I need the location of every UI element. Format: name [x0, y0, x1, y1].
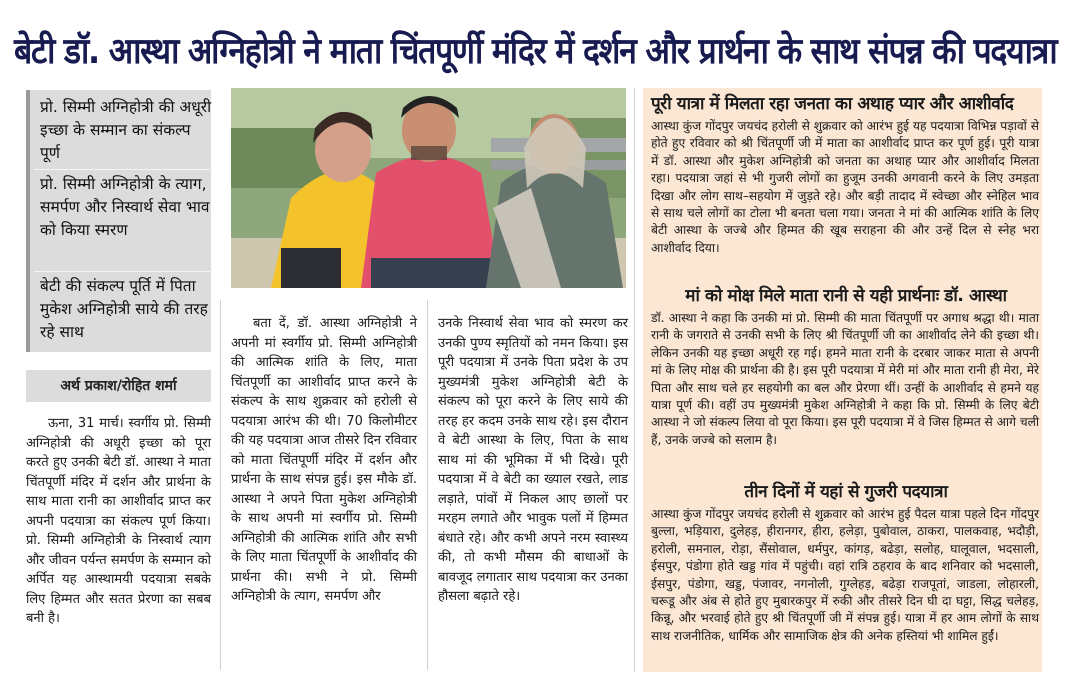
clipped-masthead-text [827, 0, 831, 7]
body-column-2 [231, 314, 417, 607]
column-divider [220, 300, 221, 670]
body-column-3 [438, 314, 628, 607]
sidebar-paragraph: आस्था कुंज गोंदपुर जयचंद हरोली से शुक्रवार को आरंभ हुई यह पदयात्रा विभिन्न पड़ावों से होते हुए रविवार को श्री चिंतपूर्णी जी में माता का आशीर्वाद प्राप्त कर पूर्ण हुई। पूरी यात्रा में डॉ. आस्था और मुकेश अग्निहोत्री को जनता का अथाह प्यार और आशीर्वाद मिलता रहा। पदयात्रा जहां से भी गुजरी लोगों का हुजूम उनकी अगवानी करने के लिए उमड़ता दिखा और लोग साथ–सहयोग में जुड़ते रहे। और बड़ी तादाद में स्वेच्छा और स्नेहिल भाव से साथ चले लोगों का टोला भी बनता चला गया। जनता ने मां की आत्मिक शांति के लिए बेटी आस्था के जज्बे और हिम्मत की खूब सराहना की और उन्हें दिल से स्नेह भरा आशीर्वाद दिया। [651, 119, 1039, 255]
body-column-1 [26, 414, 211, 629]
highlight-item: बेटी की संकल्प पूर्ति में पिता मुकेश अग्निहोत्री साये की तरह रहे साथ [40, 277, 208, 341]
top-clipped-strip [0, 0, 1080, 12]
highlights-box [26, 90, 211, 352]
highlight-item: प्रो. सिम्मी अग्निहोत्री की अधूरी इच्छा के सम्मान का संकल्प पूर्ण [40, 98, 212, 162]
news-photo [231, 88, 626, 288]
body-paragraph: उनके निस्वार्थ सेवा भाव को स्मरण कर उनकी पुण्य स्मृतियों को नमन किया। इस पूरी पदयात्रा में उनके पिता प्रदेश के उप मुख्यमंत्री मुकेश अग्निहोत्री बेटी के संकल्प को पूरा करने के लिए साये की तरह हर कदम उनके साथ रहे। इस दौरान वे बेटी आस्था के लिए, पिता के साथ साथ मां की भूमिका में भी दिखे। पूरी पदयात्रा में वे बेटी का ख्याल रखते, लाड लड़ाते, पांवों में निकल आए छालों पर मरहम लगाते और भावुक पलों में हिम्मत बंधाते रहे। और कभी अपने नरम स्वास्थ्य की, तो कभी मौसम की बाधाओं के बावजूद लगातार साथ पदयात्रा कर उनका हौसला बढ़ाते रहे। [438, 316, 629, 604]
photo-illustration [231, 88, 626, 288]
page-headline: बेटी डॉ. आस्था अग्निहोत्री ने माता चिंतपूर्णी मंदिर में दर्शन और प्रार्थना के साथ संपन्न की पदयात्रा [14, 29, 1057, 72]
sidebar-paragraph: डॉ. आस्था ने कहा कि उनकी मां प्रो. सिम्मी की माता चिंतपूर्णी पर अगाध श्रद्धा थी। माता रानी के जगराते से उनकी सभी के लिए श्री चिंतपूर्णी जी का आशीर्वाद लेने की इच्छा थी। लेकिन उनकी यह इच्छा अधूरी रह गई। हमने माता रानी के दरबार जाकर माता से अपनी मां के लिए मोक्ष की प्रार्थना की है। इस पूरी पदयात्रा में मेरी मां और माता रानी ही मेरा, मेरे पिता और साथ चले हर सहयोगी का बल और प्रेरणा थीं। उन्हीं के आशीर्वाद से हमने यह यात्रा पूर्ण की। वहीं उप मुख्यमंत्री मुकेश अग्निहोत्री ने कहा कि प्रो. सिम्मी के लिए बेटी आस्था ने जो संकल्प लिया वो पूरा किया। इस पूरी पदयात्रा में वे जिस हिम्मत से आगे चली हैं, उनके जज्बे को सलाम है। [651, 311, 1039, 447]
highlight-item: प्रो. सिम्मी अग्निहोत्री के त्याग, समर्पण और निस्वार्थ सेवा भाव को किया स्मरण [40, 175, 210, 239]
highlight-divider [34, 271, 212, 272]
sidebar-heading: मां को मोक्ष मिले माता रानी से यही प्रार्थनाः डॉ. आस्था [685, 286, 1007, 306]
sidebar-box [643, 88, 1042, 672]
sidebar-heading: तीन दिनों में यहां से गुजरी पदयात्रा [744, 482, 948, 502]
body-paragraph: बता दें, डॉ. आस्था अग्निहोत्री ने अपनी मां स्वर्गीय प्रो. सिम्मी अग्निहोत्री की आत्मिक शांति के लिए, माता चिंतपूर्णी का आशीर्वाद प्राप्त करने के संकल्प के साथ शुक्रवार को हरोली से पदयात्रा आरंभ की थी। 70 किलोमीटर की यह पदयात्रा आज तीसरे दिन रविवार को माता चिंतपूर्णी मंदिर में दर्शन और प्रार्थना के साथ संपन्न हुई। इस मौके डॉ. आस्था ने अपने पिता मुकेश अग्निहोत्री के साथ अपनी मां स्वर्गीय प्रो. सिम्मी अग्निहोत्री की आत्मिक शांति और सभी के लिए माता चिंतपूर्णी के आशीर्वाद की प्रार्थना की। सभी ने प्रो. सिम्मी अग्निहोत्री के त्याग, समर्पण और [231, 316, 417, 604]
column-divider [427, 300, 428, 670]
sidebar-heading: पूरी यात्रा में मिलता रहा जनता का अथाह प्यार और आशीर्वाद [651, 94, 1014, 114]
column-divider [634, 88, 635, 672]
sidebar-paragraph: आस्था कुंज गोंदपुर जयचंद हरोली से शुक्रवार को आरंभ हुई पैदल यात्रा पहले दिन गोंदपुर बुल्ला, भड़ियारा, दुलेहड़, हीरानगर, हीरा, हलेड़ा, पुबोवाल, ठाकरा, पालकवाह, भदौड़ी, हरोली, समनाल, रोड़ा, सैंसोवाल, धर्मपुर, कांगड़, बढेड़ा, सलोह, घालूवाल, भदसाली, ईसपुर, पंडोगा होते खड्ड गांव में पहुंची। वहां रात्रि ठहराव के बाद शनिवार को भदसाली, ईसपुर, पंडोगा, खड्ड, पंजावर, नगनोली, गुग्लेहड़, बढेड़ा राजपूतां, जाडला, लोहारली, चरूडू और अंब से होते हुए मुबारकपुर में रुकी और तीसरे दिन घी दा घट्टा, सिद्ध चलेहड़, किन्नू, और भरवाई होते हुए श्री चिंतपूर्णी जी में संपन्न हुई। यात्रा में हर आम लोगों के साथ साथ राजनीतिक, धार्मिक और सामाजिक क्षेत्र की अनेक हस्तियां भी शामिल हुईं। [651, 507, 1039, 643]
byline: अर्थ प्रकाश/रोहित शर्मा [26, 370, 211, 402]
body-paragraph: ऊना, 31 मार्च। स्वर्गीय प्रो. सिम्मी अग्निहोत्री की अधूरी इच्छा को पूरा करते हुए उनकी बेटी डॉ. आस्था ने माता चिंतपूर्णी मंदिर में दर्शन और प्रार्थना के साथ माता रानी का आशीर्वाद प्राप्त कर अपनी पदयात्रा का संकल्प पूर्ण किया। प्रो. सिम्मी अग्निहोत्री के निस्वार्थ त्याग और जीवन पर्यन्त समर्पण के सम्मान को अर्पित यह आस्थामयी पदयात्रा सबके लिए हिम्मत और सतत प्रेरणा का सबब बनी है। [26, 416, 211, 626]
highlight-divider [34, 169, 212, 170]
